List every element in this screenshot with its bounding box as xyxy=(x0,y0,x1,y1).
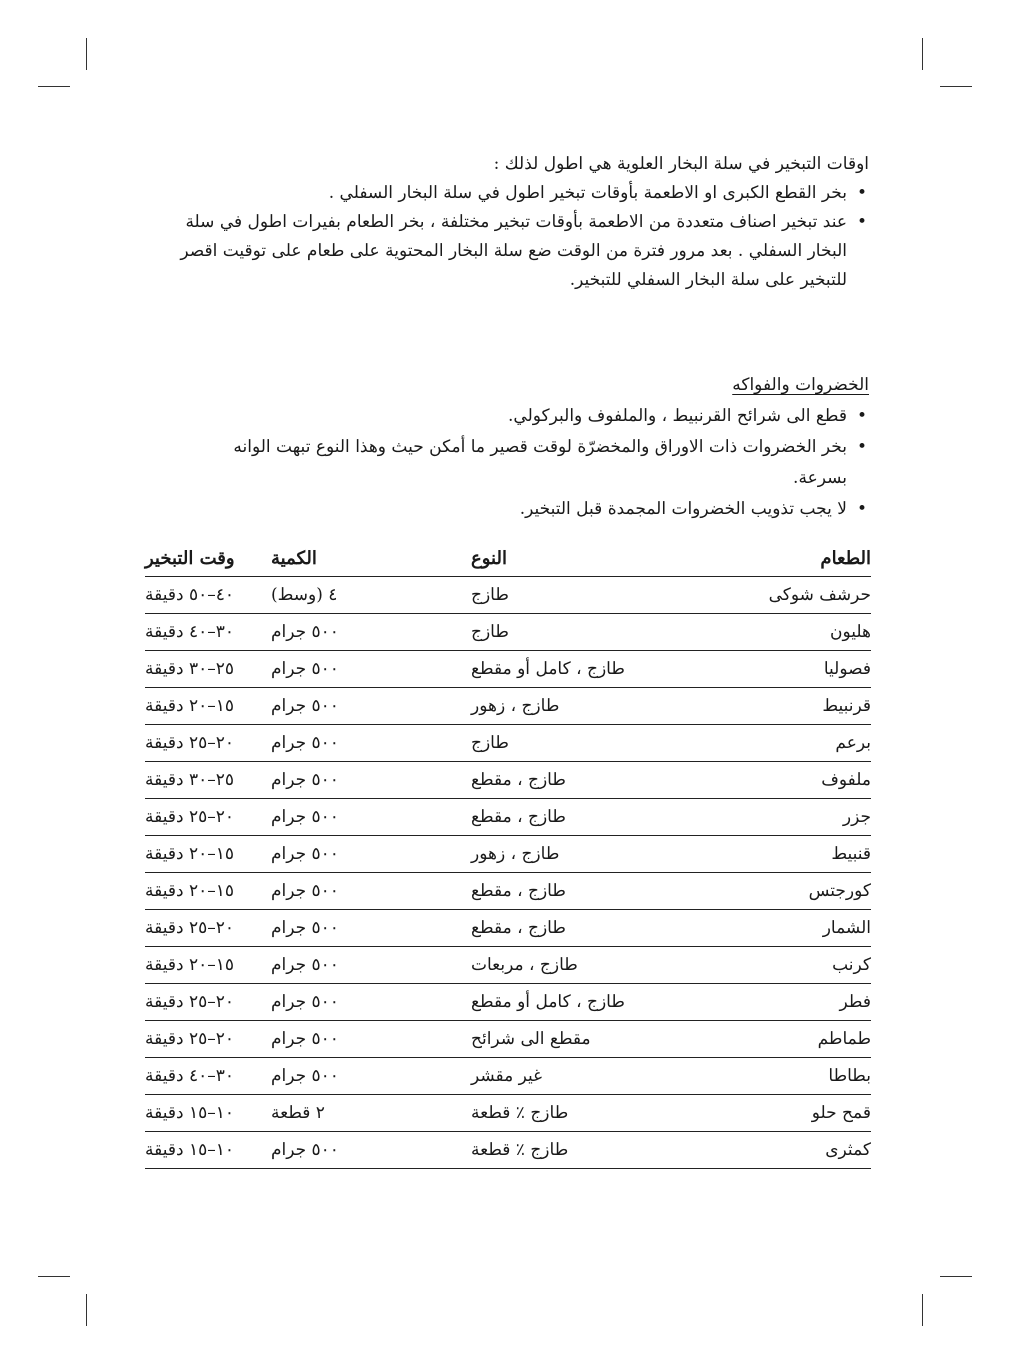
intro-section xyxy=(179,150,869,295)
cell-quantity: ٥٠٠ جرام xyxy=(271,836,471,873)
cell-type: طازج xyxy=(471,614,671,651)
cell-type: طازج ٪ قطعة xyxy=(471,1095,671,1132)
steaming-times-table xyxy=(145,540,871,1169)
cell-type: طازج xyxy=(471,725,671,762)
crop-mark xyxy=(922,38,923,70)
cell-food: ملفوف xyxy=(671,762,871,799)
crop-mark xyxy=(940,86,972,87)
bullet-item: • بخر القطع الكبرى او الاطعمة بأوقات تبخير اطول في سلة البخار السفلي . xyxy=(179,179,869,208)
table-row xyxy=(145,1132,871,1169)
cell-quantity: ٥٠٠ جرام xyxy=(271,651,471,688)
table-row xyxy=(145,1058,871,1095)
table-row xyxy=(145,873,871,910)
cell-food: الشمار xyxy=(671,910,871,947)
cell-food: هليون xyxy=(671,614,871,651)
cell-food: كرنب xyxy=(671,947,871,984)
section-heading: الخضروات والفواكه xyxy=(732,375,869,395)
cell-quantity: ٤ (وسط) xyxy=(271,577,471,614)
cell-food: برعم xyxy=(671,725,871,762)
table-row xyxy=(145,799,871,836)
cell-food: بطاطا xyxy=(671,1058,871,1095)
cell-time: ٢٥–٣٠ دقيقة xyxy=(145,651,271,688)
vegetables-section xyxy=(179,370,869,525)
table-row xyxy=(145,947,871,984)
table-row xyxy=(145,984,871,1021)
cell-type: طازج ، كامل أو مقطع xyxy=(471,651,671,688)
cell-time: ١٥–٢٠ دقيقة xyxy=(145,873,271,910)
bullet-item: • عند تبخير اصناف متعددة من الاطعمة بأوقات تبخير مختلفة ، بخر الطعام بفيرات اطول في سلة البخار السفلي . بعد مرور فترة من الوقت ضع سلة البخار المحتوية على طعام على توقيت اقصر للتبخير على سلة البخار السفلي للتبخير. xyxy=(179,208,869,295)
bullet-item: • بخر الخضروات ذات الاوراق والمخضرّة لوقت قصير ما أمكن حيث وهذا النوع تبهت الوانه بسرعة. xyxy=(179,432,869,494)
crop-mark xyxy=(86,1294,87,1326)
table-row xyxy=(145,1021,871,1058)
cell-time: ٢٠–٢٥ دقيقة xyxy=(145,984,271,1021)
cell-time: ٣٠–٤٠ دقيقة xyxy=(145,614,271,651)
crop-mark xyxy=(38,86,70,87)
cell-time: ٤٠–٥٠ دقيقة xyxy=(145,577,271,614)
table-row xyxy=(145,1095,871,1132)
table-row xyxy=(145,577,871,614)
cell-food: قرنبيط xyxy=(671,688,871,725)
cell-food: جزر xyxy=(671,799,871,836)
cell-quantity: ٥٠٠ جرام xyxy=(271,1132,471,1169)
bullet-item: • لا يجب تذويب الخضروات المجمدة قبل التبخير. xyxy=(179,494,869,525)
cell-time: ٢٠–٢٥ دقيقة xyxy=(145,1021,271,1058)
cell-time: ١٠–١٥ دقيقة xyxy=(145,1095,271,1132)
cell-food: طماطم xyxy=(671,1021,871,1058)
crop-mark xyxy=(922,1294,923,1326)
intro-bullet-list xyxy=(179,179,869,295)
cell-quantity: ٥٠٠ جرام xyxy=(271,762,471,799)
cell-quantity: ٥٠٠ جرام xyxy=(271,799,471,836)
cell-time: ٢٠–٢٥ دقيقة xyxy=(145,910,271,947)
table-row xyxy=(145,725,871,762)
cell-time: ١٥–٢٠ دقيقة xyxy=(145,836,271,873)
table-header-row xyxy=(145,540,871,577)
table-row xyxy=(145,762,871,799)
cell-quantity: ٥٠٠ جرام xyxy=(271,1021,471,1058)
cell-food: فصوليا xyxy=(671,651,871,688)
cell-quantity: ٥٠٠ جرام xyxy=(271,688,471,725)
cell-type: طازج ، مقطع xyxy=(471,762,671,799)
cell-time: ١٥–٢٠ دقيقة xyxy=(145,688,271,725)
crop-mark xyxy=(940,1276,972,1277)
cell-quantity: ٥٠٠ جرام xyxy=(271,910,471,947)
cell-quantity: ٢ قطعة xyxy=(271,1095,471,1132)
bullet-item: • قطع الى شرائح القرنبيط ، والملفوف والبركولي. xyxy=(179,401,869,432)
cell-type: طازج ، كامل أو مقطع xyxy=(471,984,671,1021)
cell-quantity: ٥٠٠ جرام xyxy=(271,873,471,910)
cell-time: ٣٠–٤٠ دقيقة xyxy=(145,1058,271,1095)
cell-type: طازج ، مقطع xyxy=(471,873,671,910)
cell-type: طازج ، زهور xyxy=(471,688,671,725)
table-row xyxy=(145,910,871,947)
cell-time: ٢٠–٢٥ دقيقة xyxy=(145,799,271,836)
cell-time: ١٥–٢٠ دقيقة xyxy=(145,947,271,984)
cell-quantity: ٥٠٠ جرام xyxy=(271,984,471,1021)
table-row xyxy=(145,651,871,688)
cell-type: طازج xyxy=(471,577,671,614)
cell-type: طازج ٪ قطعة xyxy=(471,1132,671,1169)
cell-quantity: ٥٠٠ جرام xyxy=(271,947,471,984)
table-body xyxy=(145,577,871,1169)
header-quantity: الكمية xyxy=(271,540,471,577)
cell-type: مقطع الى شرائح xyxy=(471,1021,671,1058)
table-row xyxy=(145,836,871,873)
crop-mark xyxy=(86,38,87,70)
cell-food: قمح حلو xyxy=(671,1095,871,1132)
cell-type: طازج ، مربعات xyxy=(471,947,671,984)
header-type: النوع xyxy=(471,540,671,577)
table-row xyxy=(145,614,871,651)
cell-type: طازج ، مقطع xyxy=(471,910,671,947)
cell-type: غير مقشر xyxy=(471,1058,671,1095)
cell-type: طازج ، مقطع xyxy=(471,799,671,836)
cell-food: كورجتس xyxy=(671,873,871,910)
table-row xyxy=(145,688,871,725)
header-food: الطعام xyxy=(671,540,871,577)
cell-food: كمثرى xyxy=(671,1132,871,1169)
cell-time: ٢٠–٢٥ دقيقة xyxy=(145,725,271,762)
cell-time: ٢٥–٣٠ دقيقة xyxy=(145,762,271,799)
cell-type: طازج ، زهور xyxy=(471,836,671,873)
crop-mark xyxy=(38,1276,70,1277)
cell-quantity: ٥٠٠ جرام xyxy=(271,1058,471,1095)
cell-food: حرشف شوكى xyxy=(671,577,871,614)
intro-text: اوقات التبخير في سلة البخار العلوية هي اطول لذلك : xyxy=(493,154,869,174)
vegetables-bullet-list xyxy=(179,401,869,525)
cell-food: قنبيط xyxy=(671,836,871,873)
cell-food: فطر xyxy=(671,984,871,1021)
header-time: وقت التبخير xyxy=(145,540,271,577)
cell-quantity: ٥٠٠ جرام xyxy=(271,614,471,651)
cell-quantity: ٥٠٠ جرام xyxy=(271,725,471,762)
cell-time: ١٠–١٥ دقيقة xyxy=(145,1132,271,1169)
